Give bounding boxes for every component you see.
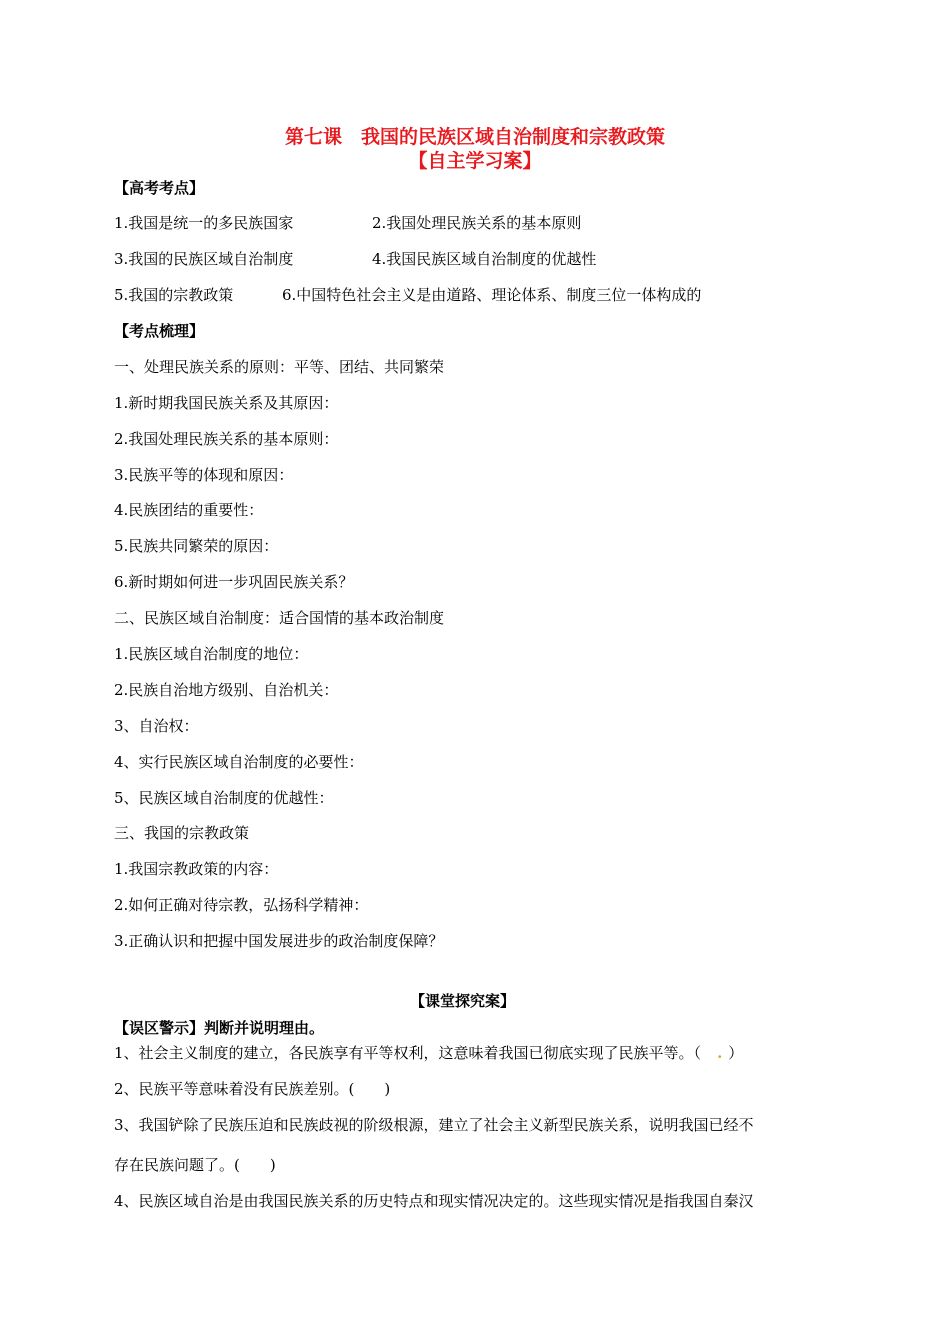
review-line: 1.我国宗教政策的内容： <box>114 860 279 878</box>
review-line: 3.正确认识和把握中国发展进步的政治制度保障？ <box>114 932 444 950</box>
question-4-line-1: 4、民族区域自治是由我国民族关系的历史特点和现实情况决定的。这些现实情况是指我国自秦汉 <box>114 1192 754 1210</box>
class-inquiry-heading: 【课堂探究案】 <box>410 992 516 1010</box>
review-line: 1.民族区域自治制度的地位： <box>114 645 309 663</box>
misconception-warning-label: 【误区警示】判断并说明理由。 <box>114 1019 325 1037</box>
review-line: 4、实行民族区域自治制度的必要性： <box>114 753 364 771</box>
exam-point-item: 6.中国特色社会主义是由道路、理论体系、制度三位一体构成的 <box>282 286 702 304</box>
answer-mark: . <box>717 1044 723 1062</box>
review-line: 3.民族平等的体现和原因： <box>114 466 294 484</box>
question-1-close: ） <box>728 1044 744 1062</box>
question-3-line-1: 3、我国铲除了民族压迫和民族歧视的阶级根源，建立了社会主义新型民族关系，说明我国已经不 <box>114 1116 754 1134</box>
review-line: 1.新时期我国民族关系及其原因： <box>114 394 339 412</box>
review-line: 6.新时期如何进一步巩固民族关系？ <box>114 573 354 591</box>
question-1 <box>114 1043 743 1063</box>
exam-point-item: 3.我国的民族区域自治制度 <box>114 250 294 268</box>
review-heading: 【考点梳理】 <box>114 322 205 340</box>
page-subtitle: 【自主学习案】 <box>408 150 542 172</box>
question-3-line-2: 存在民族问题了。( ) <box>114 1156 276 1174</box>
page-title: 第七课 我国的民族区域自治制度和宗教政策 <box>284 126 665 148</box>
exam-points-heading: 【高考考点】 <box>114 179 205 197</box>
review-line: 4.民族团结的重要性： <box>114 501 264 519</box>
exam-point-item: 4.我国民族区域自治制度的优越性 <box>372 250 597 268</box>
review-line: 5.民族共同繁荣的原因： <box>114 537 279 555</box>
review-line: 三、我国的宗教政策 <box>114 824 250 842</box>
review-line: 一、处理民族关系的原则：平等、团结、共同繁荣 <box>114 358 445 376</box>
review-line: 二、民族区域自治制度：适合国情的基本政治制度 <box>114 609 445 627</box>
question-1-text: 1、社会主义制度的建立，各民族享有平等权利，这意味着我国已彻底实现了民族平等。（ <box>114 1044 702 1062</box>
exam-point-item: 5.我国的宗教政策 <box>114 286 234 304</box>
review-line: 2.如何正确对待宗教，弘扬科学精神： <box>114 896 369 914</box>
review-line: 2.我国处理民族关系的基本原则： <box>114 430 339 448</box>
review-line: 2.民族自治地方级别、自治机关： <box>114 681 339 699</box>
review-line: 3、自治权： <box>114 717 199 735</box>
exam-point-item: 2.我国处理民族关系的基本原则 <box>372 214 582 232</box>
review-line: 5、民族区域自治制度的优越性： <box>114 789 334 807</box>
question-2: 2、民族平等意味着没有民族差别。( ) <box>114 1080 391 1098</box>
exam-point-item: 1.我国是统一的多民族国家 <box>114 214 294 232</box>
